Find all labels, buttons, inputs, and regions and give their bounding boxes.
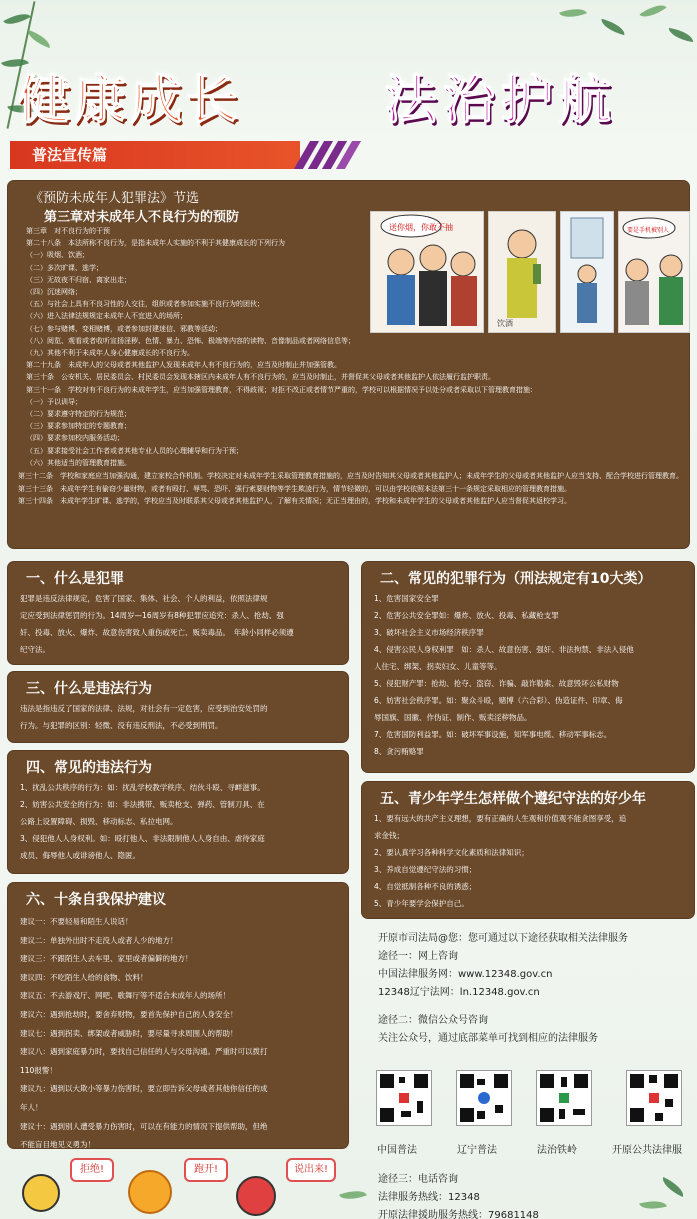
- text-line: 建议六：遇到抢劫时，要舍弃财物，要首先保护自己的人身安全！: [20, 1009, 238, 1019]
- text-line: 4、侵害公民人身权利罪 如：杀人、故意伤害、强奸、非法拘禁、非法入侵他: [374, 645, 634, 654]
- law-long-line: 第三十四条 未成年学生旷课、逃学的，学校应当及时联系其父母或者其他监护人，了解有关情况；无正当理由的，学校和未成年学生的父母或者其他监护人应当督促其返校学习。: [18, 497, 571, 506]
- law-line: （六）进入法律法规规定未成年人不宜进入的场所；: [26, 312, 187, 321]
- cartoon-parents-image: [618, 211, 690, 333]
- svg-text:送你烟，你敢不抽: 送你烟，你敢不抽: [389, 223, 453, 232]
- section-title: 二、常见的犯罪行为（刑法规定有10大类）: [380, 571, 652, 587]
- text-line: 成员、侮辱他人或诽谤他人、隐匿。: [20, 851, 140, 860]
- cartoon-drinking-image: [488, 211, 556, 333]
- section-common-crimes: [362, 562, 694, 772]
- qr-label: 法治铁岭: [537, 1145, 577, 1156]
- title-law-escort: 法治护航: [385, 71, 618, 131]
- cartoon-phone-image: [560, 211, 614, 333]
- text-line: 建议五：不去游戏厅、网吧、歌舞厅等不适合未成年人的场所！: [20, 991, 230, 1001]
- text-line: 建议四：不吃陌生人给的食物、饮料！: [20, 972, 148, 982]
- law-line: 第三章 对不良行为的干预: [26, 227, 110, 235]
- title-health-growth: 健康成长: [18, 71, 243, 131]
- law-line: （五）要求接受社会工作者或者其他专业人员的心理辅导和行为干预；: [26, 446, 243, 455]
- text-line: 8、贪污贿赂罪: [374, 747, 424, 756]
- law-line: 第三十一条 学校对有不良行为的未成年学生，应当加强管理教育，不得歧视；对拒不改正或者情节严重的，学校可以根据情况予以处分或者采取以下管理教育措施：: [26, 385, 537, 394]
- text-line: 违法是指违反了国家的法律、法规，对社会有一定危害，应受到治安处罚的: [20, 704, 268, 713]
- text-line: 1、要有远大的共产主义理想，要有正确的人生观和价值观不能贪图享受，追: [374, 814, 627, 823]
- section-text: [20, 779, 338, 864]
- text-line: 建议七：遇到拐卖、绑架或者威胁时，要尽量寻求周围人的帮助！: [20, 1028, 238, 1038]
- speech-bubble-run: 跑开!: [184, 1158, 228, 1182]
- text-line: 奸、投毒、放火、爆炸、故意伤害致人重伤或死亡、贩卖毒品。 年龄小同样必须遵: [20, 628, 294, 637]
- contact-site1[interactable]: 中国法律服务网：www.12348.gov.cn: [378, 969, 553, 980]
- law-line: （四）要求参加校内服务活动；: [26, 434, 124, 443]
- law-line: 第二十九条 未成年人的父母或者其他监护人发现未成年人有不良行为的，应当及时制止并加强管教。: [26, 361, 341, 370]
- speech-bubble-refuse: 拒绝!: [70, 1158, 114, 1182]
- law-excerpt-panel: [8, 181, 689, 548]
- section-what-is-illegal: [8, 672, 348, 742]
- text-line: 人住宅、绑架、拐卖妇女、儿童等等。: [374, 662, 502, 671]
- law-long-line: 第三十三条 未成年学生有偷窃少量财物，或者有殴打、辱骂、恐吓、强行索要财物等学生欺凌行为，情节轻微的，可以由学校依照本法第三十一条规定采取相应的管理教育措施。: [18, 484, 571, 493]
- section-text: [20, 590, 338, 658]
- text-line: 3、破坏社会主义市场经济秩序罪: [374, 628, 484, 637]
- text-line: 3、养成自觉遵纪守法的习惯；: [374, 865, 477, 874]
- banner-publicity: 普法宣传篇: [10, 141, 300, 169]
- cartoon-strip: [370, 211, 688, 331]
- qr-label: 中国普法: [377, 1145, 417, 1156]
- law-line: （八）阅览、观看或者收听宣扬淫秽、色情、暴力、恐怖、极端等内容的读物、音像制品或者网络信息等；: [26, 336, 355, 345]
- svg-text:饮酒: 饮酒: [497, 319, 513, 328]
- text-line: 公路上设置障碍、损毁、移动标志、私拉电网。: [20, 817, 178, 826]
- text-line: 6、妨害社会秩序罪。如：聚众斗殴，赌博（六合彩）、伪造证件、印章、侮: [374, 696, 623, 705]
- text-line: 1、扰乱公共秩序的行为：如：扰乱学校教学秩序、结伙斗殴、寻衅滋事。: [20, 783, 265, 792]
- text-line: 3、侵犯他人人身权利。如：殴打他人、非法限制他人人身自由、虐待家庭: [20, 834, 265, 843]
- section-title: 四、常见的违法行为: [26, 760, 152, 776]
- law-line: （六）其他适当的管理教育措施。: [26, 458, 131, 467]
- banner-stripes: [296, 141, 366, 169]
- text-line: 纪守法。: [20, 645, 50, 654]
- law-line: 第三十条 公安机关、居民委员会、村民委员会发现本辖区内未成年人有不良行为的，应当及时制止，并督促其父母或者其他监护人依法履行监护职责。: [26, 373, 495, 382]
- qr-code-row: [372, 1070, 697, 1130]
- text-line: 建议八：遇到家庭暴力时，要找自己信任的人与父母沟通。严重时可以拨打: [20, 1047, 268, 1057]
- text-line: 5、青少年要学会保护自己。: [374, 899, 469, 908]
- qr-label: 开原公共法律服: [612, 1145, 682, 1156]
- section-good-student: [362, 782, 694, 918]
- law-heading: 《预防未成年人犯罪法》节选: [30, 191, 200, 206]
- text-line: 犯罪是违反法律规定，危害了国家、集体、社会、个人的利益，依照法律规: [20, 594, 268, 603]
- text-line: 建议九：遇到以大欺小等暴力伤害时，要立即告诉父母或者其他你信任的成: [20, 1084, 268, 1094]
- section-text: [20, 700, 338, 734]
- text-line: 建议十：遇到别人遭受暴力伤害时，可以在有能力的情况下提供帮助，但绝: [20, 1121, 268, 1131]
- text-line: 7、危害国防利益罪。如：破坏军事设施，知军事电缆、移动军事标志。: [374, 730, 612, 739]
- contact-way2: 途径二：微信公众号咨询: [378, 1015, 488, 1026]
- contact-way3: 途径三：电话咨询: [378, 1174, 458, 1185]
- contact-aid: 开原法律援助服务热线：79681148: [378, 1210, 539, 1219]
- law-line: （三）无故夜不归宿、离家出走；: [26, 275, 131, 284]
- contact-way1: 途径一：网上咨询: [378, 951, 458, 962]
- section-common-illegal-acts: [8, 751, 348, 873]
- text-line: 求金钱；: [374, 831, 404, 840]
- text-line: 110报警！: [20, 1065, 57, 1075]
- text-line: 1、危害国家安全罪: [374, 594, 439, 603]
- law-long-lines: [18, 470, 696, 508]
- text-line: 建议三：不跟陌生人去车里、家里或者偏僻的地方！: [20, 954, 193, 964]
- text-line: 2、要认真学习各种科学文化素质和法律知识；: [374, 848, 529, 857]
- section-text: [20, 913, 338, 1155]
- text-line: 5、侵犯财产罪：抢劫、抢夺、盗窃、诈骗、敲诈勒索、故意毁坏公私财物: [374, 679, 619, 688]
- bee-kid-icon: [22, 1174, 60, 1212]
- cartoon-smoking-image: [370, 211, 484, 333]
- text-line: 2、危害公共安全罪如：爆炸、放火、投毒、私藏枪支罪: [374, 611, 559, 620]
- section-text: [374, 590, 684, 760]
- ladybug-kid-icon: [236, 1176, 276, 1216]
- qr-label: 辽宁普法: [457, 1145, 497, 1156]
- text-line: 年人！: [20, 1102, 43, 1112]
- svg-text:要是手机被别人: 要是手机被别人: [627, 227, 670, 234]
- text-line: 建议一：不要轻易和陌生人说话！: [20, 917, 133, 926]
- text-line: 不能盲目地见义勇为！: [20, 1140, 95, 1150]
- section-title: 六、十条自我保护建议: [26, 892, 166, 908]
- qr-code-icon[interactable]: [626, 1070, 682, 1126]
- law-line: （五）与社会上具有不良习性的人交往，组织或者参加实施不良行为的团伙；: [26, 300, 264, 309]
- text-line: 建议二：单独外出时不走没人或者人少的地方！: [20, 935, 178, 945]
- law-line: （九）其他不利于未成年人身心健康成长的不良行为。: [26, 349, 194, 358]
- qr-code-icon[interactable]: [456, 1070, 512, 1126]
- qr-code-icon[interactable]: [536, 1070, 592, 1126]
- section-title: 五、青少年学生怎样做个遵纪守法的好少年: [380, 791, 646, 807]
- law-line: （二）多次旷课、逃学；: [26, 263, 103, 272]
- law-line: （七）参与赌博、变相赌博，或者参加封建迷信、邪教等活动；: [26, 324, 222, 333]
- section-text: [374, 810, 684, 912]
- speech-bubble-tell: 说出来!: [286, 1158, 336, 1182]
- law-line: （二）要求遵守特定的行为规范；: [26, 410, 131, 419]
- section-what-is-crime: [8, 562, 348, 664]
- contact-info: [378, 930, 696, 1048]
- law-line: （三）要求参加特定的专题教育；: [26, 422, 131, 431]
- law-line: （一）吸烟、饮酒；: [26, 251, 89, 260]
- text-line: 定应受到法律惩罚的行为。14周岁—16周岁有8种犯罪应追究：杀人、抢劫、强: [20, 611, 284, 620]
- law-long-line: 第三十二条 学校和家庭应当加强沟通，建立家校合作机制。学校决定对未成年学生采取管理教育措施的，应当及时告知其父母或者其他监护人；未成年学生的父母或者其他监护人应当支持、配合学校进行管理教育。: [18, 472, 683, 480]
- law-line: （四）沉迷网络；: [26, 288, 82, 297]
- text-line: 4、自觉抵制各种不良的诱惑；: [374, 882, 477, 891]
- contact-phone-info: [378, 1171, 696, 1219]
- contact-intro: 开原市司法局@您：您可通过以下途径获取相关法律服务: [378, 933, 628, 944]
- text-line: 2、妨害公共安全的行为：如：非法携带、贩卖枪支、弹药、管制刀具、在: [20, 800, 265, 809]
- contact-follow: 关注公众号，通过底部菜单可找到相应的法律服务: [378, 1033, 598, 1044]
- law-line: （一）予以训导；: [26, 397, 82, 406]
- section-title: 三、什么是违法行为: [26, 681, 152, 697]
- text-line: 辱国旗、国徽、作伪证、制作、贩卖淫秽物品。: [374, 713, 532, 722]
- section-self-protection: [8, 883, 348, 1148]
- qr-code-icon[interactable]: [376, 1070, 432, 1126]
- contact-site2[interactable]: 12348辽宁法网：ln.12348.gov.cn: [378, 987, 540, 998]
- law-line: 第二十八条 本法所称不良行为，是指未成年人实施的不利于其健康成长的下列行为: [26, 239, 285, 248]
- law-chapter: 第三章对未成年人不良行为的预防: [44, 210, 240, 225]
- section-title: 一、什么是犯罪: [26, 571, 124, 587]
- sunflower-kid-icon: [128, 1170, 172, 1214]
- text-line: 行为。与犯罪的区别：轻微、没有违反刑法，不必受到刑罚。: [20, 721, 223, 730]
- contact-hotline: 法律服务热线：12348: [378, 1192, 480, 1203]
